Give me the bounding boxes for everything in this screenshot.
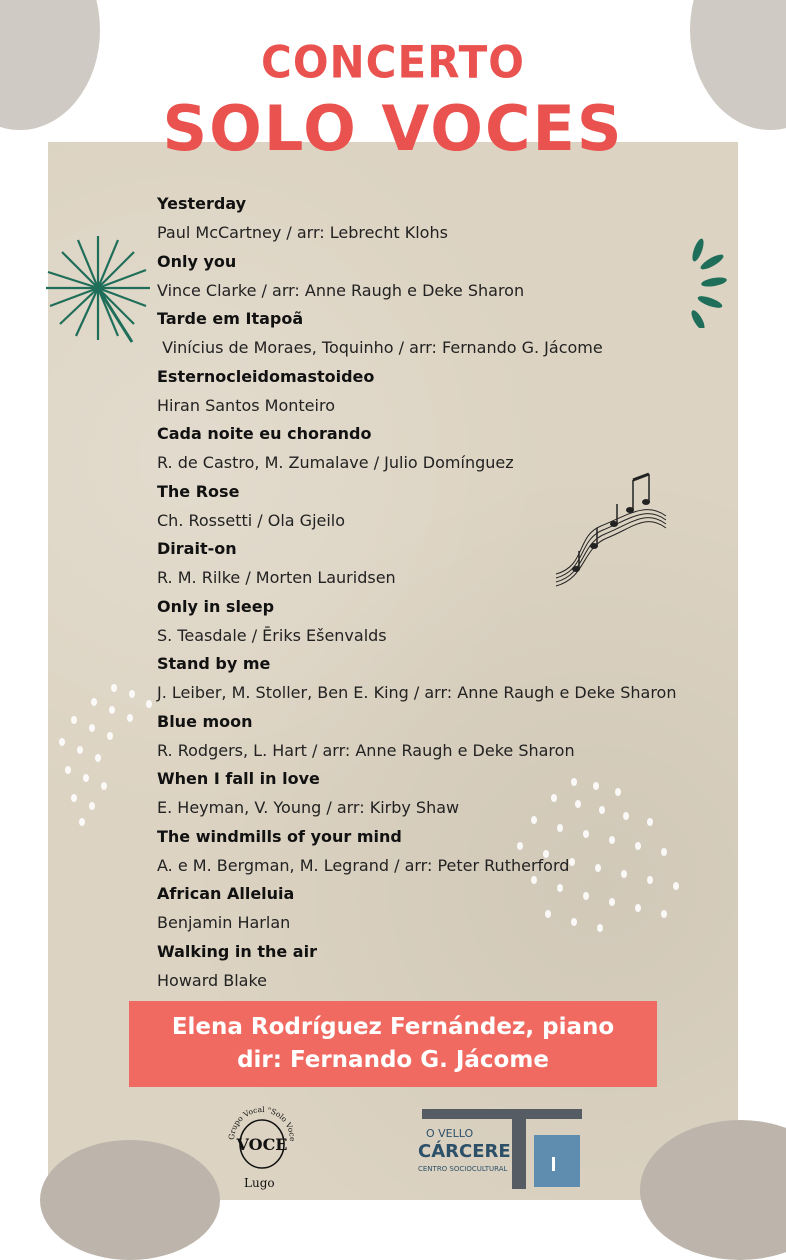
piece-credits: E. Heyman, V. Young / arr: Kirby Shaw: [157, 798, 460, 817]
pianist-line: Elena Rodríguez Fernández, piano: [171, 1014, 615, 1040]
piece-credits: Paul McCartney / arr: Lebrecht Klohs: [157, 223, 448, 242]
list-item: [157, 708, 717, 766]
piece-title: Only you: [157, 251, 237, 271]
list-item: [157, 823, 717, 881]
piece-credits: R. de Castro, M. Zumalave / Julio Domínguez: [157, 453, 514, 472]
piece-credits: R. M. Rilke / Morten Lauridsen: [157, 568, 396, 587]
solo-voces-logo: [222, 1098, 302, 1193]
concert-label: CONCERTO: [261, 36, 525, 89]
piece-title: Dirait-on: [157, 539, 237, 558]
piece-credits: Howard Blake: [157, 970, 268, 990]
piece-title: The windmills of your mind: [157, 826, 402, 846]
piece-title: Only in sleep: [157, 596, 275, 616]
concert-title: SOLO VOCES: [162, 92, 624, 165]
palm-leaf-icon: [42, 232, 154, 344]
list-item: [157, 248, 717, 306]
piece-title: Walking in the air: [157, 941, 317, 961]
list-item: [157, 190, 717, 248]
piece-title: Esternocleidomastoideo: [157, 366, 375, 386]
list-item: [157, 765, 717, 823]
piece-title: Cada noite eu chorando: [157, 424, 372, 443]
piece-title: Stand by me: [157, 654, 271, 673]
voce-city: Lugo: [244, 1176, 275, 1190]
carcere-top-text: O VELLO: [426, 1127, 474, 1140]
o-vello-carcere-logo: [416, 1105, 586, 1190]
piece-credits: A. e M. Bergman, M. Legrand / arr: Peter Rutherford: [157, 855, 570, 875]
piece-title: The Rose: [157, 481, 240, 501]
voce-word: VOCE: [236, 1135, 288, 1154]
director-line: dir: Fernando G. Jácome: [237, 1047, 549, 1073]
piece-credits: Hiran Santos Monteiro: [157, 395, 335, 415]
carcere-sub-text: CENTRO SOCIOCULTURAL: [418, 1165, 508, 1173]
list-item: [157, 420, 717, 478]
voce-logo-mark: [222, 1098, 302, 1178]
piece-title: When I fall in love: [157, 769, 320, 788]
piece-credits: S. Teasdale / Ēriks Ešenvalds: [157, 625, 387, 645]
piece-credits: Benjamin Harlan: [157, 913, 291, 932]
corner-blob-bottom-left: [40, 1140, 220, 1260]
list-item: [157, 650, 717, 708]
piece-credits: R. Rodgers, L. Hart / arr: Anne Raugh e Deke Sharon: [157, 740, 575, 760]
piece-title: African Alleluia: [157, 884, 295, 903]
piece-title: Tarde em Itapoã: [157, 309, 304, 328]
piece-title: Blue moon: [157, 711, 253, 731]
voce-ring-text: Grupo Vocal "Solo Voce: [226, 1104, 298, 1142]
carcere-main-text: CÁRCERE: [418, 1141, 511, 1162]
list-item: [157, 305, 717, 363]
piece-credits: J. Leiber, M. Stoller, Ben E. King / arr: Anne Raugh e Deke Sharon: [157, 683, 677, 702]
piece-title: Yesterday: [157, 194, 247, 213]
piece-credits: Vinícius de Moraes, Toquinho / arr: Fernando G. Jácome: [157, 338, 603, 357]
list-item: [157, 478, 717, 536]
list-item: [157, 535, 717, 593]
program-list: [157, 190, 717, 995]
performers-banner: [129, 1001, 657, 1087]
dot-pattern-icon: [54, 680, 164, 830]
list-item: [157, 938, 717, 996]
list-item: [157, 880, 717, 938]
list-item: [157, 363, 717, 421]
list-item: [157, 593, 717, 651]
piece-credits: Vince Clarke / arr: Anne Raugh e Deke Sharon: [157, 280, 525, 300]
piece-credits: Ch. Rossetti / Ola Gjeilo: [157, 510, 346, 530]
